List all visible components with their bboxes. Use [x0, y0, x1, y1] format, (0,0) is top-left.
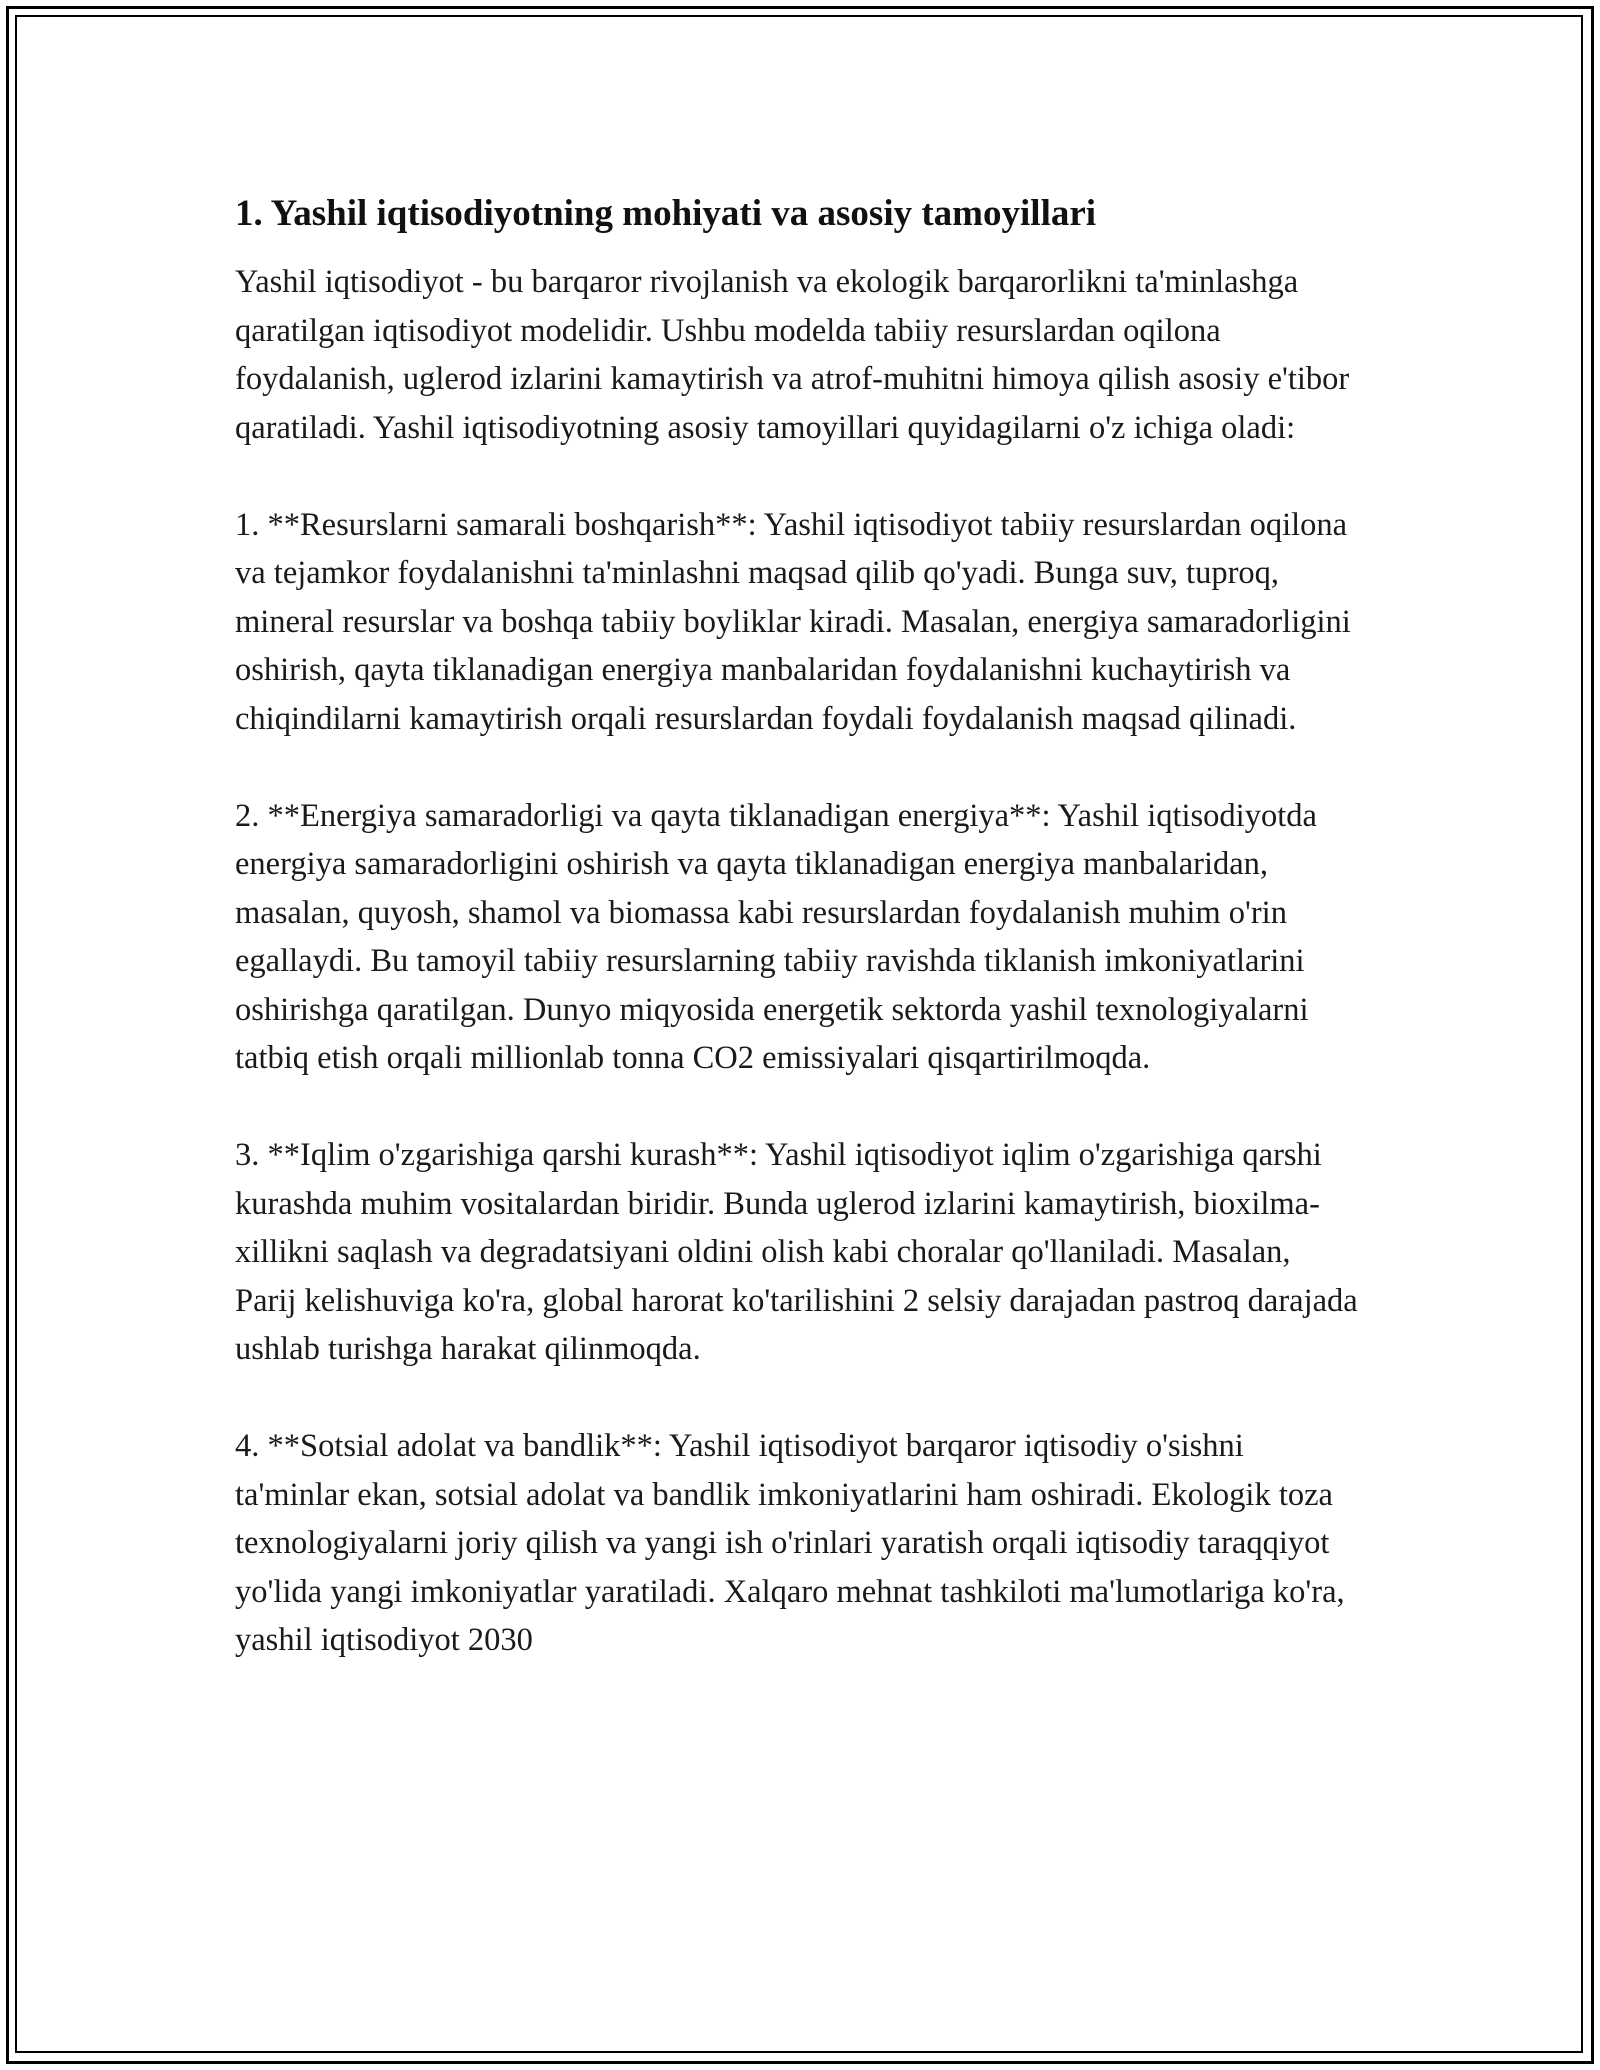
principle-paragraph-1: 1. **Resurslarni samarali boshqarish**: Yashil iqtisodiyot tabiiy resurslardan oqilona va tejamkor foydalanishni ta'minlashni maqsad qilib qo'yadi. Bunga suv, tuproq, mineral resurslar va boshqa tabiiy boyliklar kiradi. Masalan, energiya samaradorligini oshirish, qayta tiklanadigan energiya manbalaridan foydalanishni kuchaytirish va chiqindilarni kamaytirish orqali resurslardan foydali foydalanish maqsad qilinadi.: [235, 506, 1351, 737]
section-heading: 1. Yashil iqtisodiyotning mohiyati va asosiy tamoyillari: [235, 193, 1097, 234]
principle-paragraph-2: 2. **Energiya samaradorligi va qayta tiklanadigan energiya**: Yashil iqtisodiyotda energiya samaradorligini oshirish va qayta tiklanadigan energiya manbalaridan, masalan, quyosh, shamol va biomassa kabi resurslardan foydalanish muhim o'rin egallaydi. Bu tamoyil tabiiy resurslarning tabiiy ravishda tiklanish imkoniyatlarini oshirishga qaratilgan. Dunyo miqyosida energetik sektorda yashil texnologiyalarni tatbiq etish orqali millionlab tonna CO2 emissiyalari qisqartirilmoqda.: [235, 797, 1317, 1076]
intro-paragraph: Yashil iqtisodiyot - bu barqaror rivojlanish va ekologik barqarorlikni ta'minlashga qaratilgan iqtisodiyot modelidir. Ushbu modelda tabiiy resurslardan oqilona foydalanish, uglerod izlarini kamaytirish va atrof-muhitni himoya qilish asosiy e'tibor qaratiladi. Yashil iqtisodiyotning asosiy tamoyillari quyidagilarni o'z ichiga oladi:: [235, 264, 1350, 446]
principle-paragraph-3: 3. **Iqlim o'zgarishiga qarshi kurash**: Yashil iqtisodiyot iqlim o'zgarishiga qarshi kurashda muhim vositalardan biridir. Bunda uglerod izlarini kamaytirish, bioxilma-xillikni saqlash va degradatsiyani oldini olish kabi choralar qo'llaniladi. Masalan, Parij kelishuviga ko'ra, global harorat ko'tarilishini 2 selsiy darajadan pastroq darajada ushlab turishga harakat qilinmoqda.: [235, 1137, 1358, 1367]
document-body: [235, 188, 1360, 1713]
principle-paragraph-4: 4. **Sotsial adolat va bandlik**: Yashil iqtisodiyot barqaror iqtisodiy o'sishni ta'minlar ekan, sotsial adolat va bandlik imkoniyatlarini ham oshiradi. Ekologik toza texnologiyalarni joriy qilish va yangi ish o'rinlari yaratish orqali iqtisodiy taraqqiyot yo'lida yangi imkoniyatlar yaratiladi. Xalqaro mehnat tashkiloti ma'lumotlariga ko'ra, yashil iqtisodiyot 2030: [235, 1428, 1345, 1658]
